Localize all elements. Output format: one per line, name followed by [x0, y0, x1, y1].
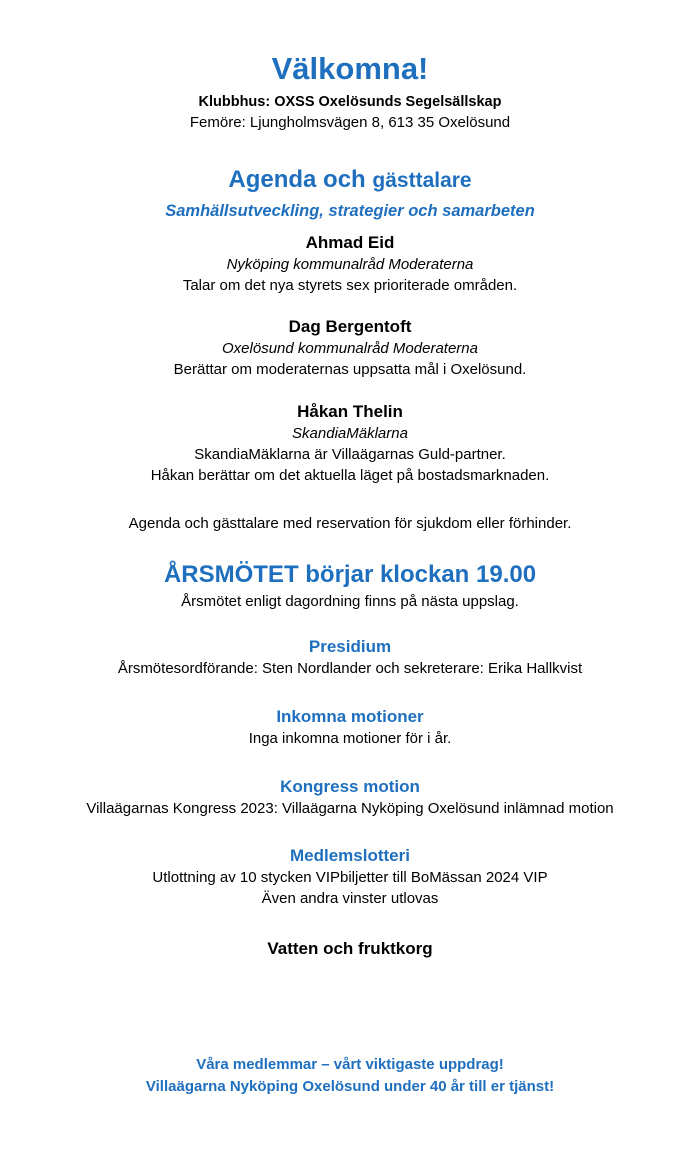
speaker-name: Ahmad Eid: [305, 233, 395, 252]
agenda-disclaimer: Agenda och gästtalare med reservation för sjukdom eller förhinder.: [128, 515, 572, 532]
section-lottery: [0, 845, 700, 909]
section-text: Även andra vinster utlovas: [261, 890, 439, 907]
clubhouse-line: Klubbhus: OXSS Oxelösunds Segelsällskap: [198, 94, 502, 110]
agenda-heading-small: gästtalare: [372, 169, 472, 192]
section-motions: [0, 706, 700, 749]
speaker-block: [0, 316, 700, 380]
agenda-heading: [0, 164, 700, 197]
speaker-description: Talar om det nya styrets sex prioriterade områden.: [182, 277, 518, 294]
speaker-description: SkandiaMäklarna är Villaägarnas Guld-partner.: [194, 446, 506, 463]
speaker-block: [0, 401, 700, 486]
speaker-role: SkandiaMäklarna: [292, 425, 408, 442]
speaker-description: Berättar om moderaternas uppsatta mål i Oxelösund.: [173, 361, 527, 378]
footer: [0, 1054, 700, 1098]
speaker-block: [0, 232, 700, 296]
section-title: Presidium: [308, 637, 392, 656]
section-title: Medlemslotteri: [290, 846, 410, 865]
section-title: Kongress motion: [280, 777, 420, 796]
section-text: Årsmötesordförande: Sten Nordlander och sekreterare: Erika Hallkvist: [117, 660, 583, 677]
section-text: Utlottning av 10 stycken VIPbiljetter till BoMässan 2024 VIP: [152, 869, 548, 886]
section-presidium: [0, 636, 700, 679]
welcome-title: Välkomna!: [271, 51, 429, 86]
speaker-name: Håkan Thelin: [297, 402, 403, 421]
refreshments: Vatten och fruktkorg: [267, 939, 433, 958]
annual-meeting-text: Årsmötet enligt dagordning finns på nästa uppslag.: [181, 593, 519, 610]
footer-line: Våra medlemmar – vårt viktigaste uppdrag!: [196, 1056, 504, 1073]
speaker-description: Håkan berättar om det aktuella läget på bostadsmarknaden.: [150, 467, 550, 484]
annual-meeting-heading: ÅRSMÖTET börjar klockan 19.00: [163, 561, 537, 588]
section-text: Inga inkomna motioner för i år.: [248, 730, 452, 747]
speaker-role: Oxelösund kommunalråd Moderaterna: [222, 340, 478, 357]
section-text: Villaägarnas Kongress 2023: Villaägarna Nyköping Oxelösund inlämnad motion: [86, 800, 614, 817]
section-congress: [0, 776, 700, 819]
speaker-name: Dag Bergentoft: [288, 317, 412, 336]
agenda-heading-large: Agenda och: [228, 166, 366, 193]
agenda-subtitle: Samhällsutveckling, strategier och samarbeten: [165, 202, 535, 220]
venue-address: Femöre: Ljungholmsvägen 8, 613 35 Oxelösund: [189, 114, 511, 131]
footer-line: Villaägarna Nyköping Oxelösund under 40 år till er tjänst!: [145, 1078, 555, 1095]
speaker-role: Nyköping kommunalråd Moderaterna: [226, 256, 474, 273]
section-title: Inkomna motioner: [276, 707, 424, 726]
